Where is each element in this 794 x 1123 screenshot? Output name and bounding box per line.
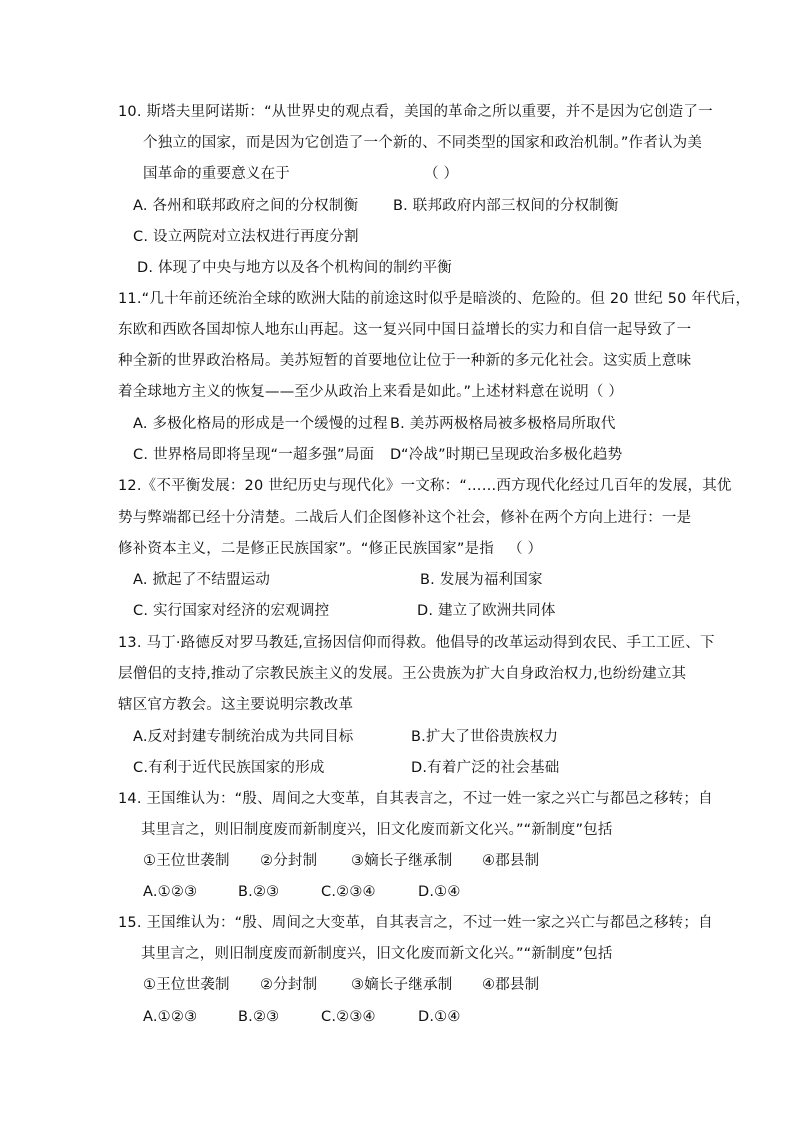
question-14-stem-line-1: 14. 王国维认为：“殷、周间之大变革，自其表言之，不过一姓一家之兴亡与都邑之移转；自	[118, 791, 713, 807]
question-15-stem-line-2: 其里言之，则旧制度废而新制度兴，旧文化废而新文化兴。”“新制度”包括	[141, 946, 613, 962]
question-10-stem-line-2: 个独立的国家，而是因为它创造了一个新的、不同类型的国家和政治机制。”作者认为美	[143, 135, 703, 151]
question-14-item-2: ②分封制	[260, 853, 318, 869]
question-15-stem-line-1: 15. 王国维认为：“殷、周间之大变革，自其表言之，不过一姓一家之兴亡与都邑之移转；自	[118, 915, 713, 931]
question-15-option-b: B.②③	[238, 1009, 280, 1025]
question-15-item-4: ④郡县制	[482, 977, 540, 993]
question-12-option-d: D. 建立了欧洲共同体	[417, 603, 556, 619]
question-10-answer-blank: （ ）	[424, 166, 459, 182]
question-12-stem-line-3: 修补资本主义，二是修正民族国家”。“修正民族国家”是指	[118, 541, 494, 557]
question-12-answer-blank: （ ）	[508, 541, 543, 557]
question-13-option-d: D.有着广泛的社会基础	[411, 760, 560, 776]
question-14-item-4: ④郡县制	[482, 853, 540, 869]
question-15-item-2: ②分封制	[260, 977, 318, 993]
question-13-option-c: C.有利于近代民族国家的形成	[133, 760, 325, 776]
question-11-stem-line-1: 11.“几十年前还统治全球的欧洲大陆的前途这时似乎是暗淡的、危险的。但 20 世纪 50 年代后，	[118, 291, 751, 307]
question-11-option-c: C. 世界格局即将呈现“一超多强”局面	[133, 447, 375, 463]
question-13-stem-line-3: 辖区官方教会。这主要说明宗教改革	[118, 697, 354, 713]
question-10-stem-line-3: 国革命的重要意义在于	[143, 166, 290, 182]
question-13-stem-line-2: 层僧侣的支持,推动了宗教民族主义的发展。王公贵族为扩大自身政治权力,也纷纷建立其	[118, 666, 687, 682]
question-12-stem-line-1: 12.《不平衡发展：20 世纪历史与现代化》一文称：“……西方现代化经过几百年的发展，其优	[118, 478, 732, 494]
question-11-stem-line-4: 着全球地方主义的恢复——至少从政治上来看是如此。”上述材料意在说明（ ）	[118, 384, 624, 400]
question-14-option-a: A.①②③	[143, 884, 198, 900]
question-11-stem-line-3: 种全新的世界政治格局。美苏短暂的首要地位让位于一种新的多元化社会。这实质上意味	[118, 353, 692, 369]
question-14-item-1: ①王位世袭制	[143, 853, 230, 869]
question-10-option-c: C. 设立两院对立法权进行再度分割	[133, 229, 359, 245]
question-12-option-c: C. 实行国家对经济的宏观调控	[133, 603, 330, 619]
question-12-stem-line-2: 势与弊端都已经十分清楚。二战后人们企图修补这个社会，修补在两个方向上进行：一是	[118, 510, 692, 526]
question-14-stem-line-2: 其里言之，则旧制度废而新制度兴，旧文化废而新文化兴。”“新制度”包括	[141, 822, 613, 838]
question-14-item-3: ③嫡长子继承制	[351, 853, 453, 869]
question-13-stem-line-1: 13. 马丁·路德反对罗马教廷,宣扬因信仰而得救。他倡导的改革运动得到农民、手工工匠、下	[118, 635, 715, 651]
question-15-option-d: D.①④	[418, 1009, 461, 1025]
question-11-option-b: B. 美苏两极格局被多极格局所取代	[390, 416, 616, 432]
question-10-option-d: D. 体现了中央与地方以及各个机构间的制约平衡	[137, 260, 452, 276]
question-15-item-1: ①王位世袭制	[143, 977, 230, 993]
question-10-option-b: B. 联邦政府内部三权间的分权制衡	[393, 198, 619, 214]
question-15-option-c: C.②③④	[321, 1009, 376, 1025]
question-14-option-b: B.②③	[238, 884, 280, 900]
question-11-stem-line-2: 东欧和西欧各国却惊人地东山再起。这一复兴同中国日益增长的实力和自信一起导致了一	[118, 322, 692, 338]
question-13-option-b: B.扩大了世俗贵族权力	[411, 729, 559, 745]
question-13-option-a: A.反对封建专制统治成为共同目标	[133, 729, 354, 745]
question-15-option-a: A.①②③	[143, 1009, 198, 1025]
question-15-item-3: ③嫡长子继承制	[351, 977, 453, 993]
question-10-option-a: A. 各州和联邦政府之间的分权制衡	[133, 198, 359, 214]
question-11-option-a: A. 多极化格局的形成是一个缓慢的过程	[133, 416, 388, 432]
question-10-stem-line-1: 10. 斯塔夫里阿诺斯：“从世界史的观点看，美国的革命之所以重要，并不是因为它创造了一	[118, 104, 713, 120]
question-12-option-a: A. 掀起了不结盟运动	[133, 572, 271, 588]
question-11-option-d: D“冷战”时期已呈现政治多极化趋势	[390, 447, 623, 463]
question-14-option-c: C.②③④	[321, 884, 376, 900]
question-14-option-d: D.①④	[418, 884, 461, 900]
question-12-option-b: B. 发展为福利国家	[420, 572, 543, 588]
